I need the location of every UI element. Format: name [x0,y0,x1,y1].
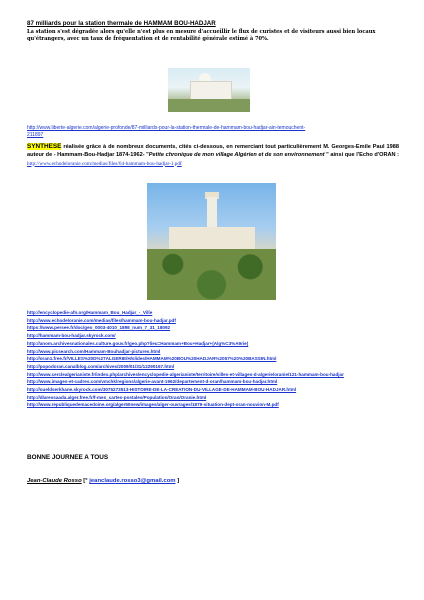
reference-link[interactable]: http://oran1.free.fr/VILLES%20D%27ALGERIE/H/slides/HAMMAM%20BOU%20HADJAR%2057%20%20BASSIN.html [27,356,277,362]
reference-link[interactable]: http://www.images-et-cadres.com/vmchk/regions/algerie-avant-1962/departement-d-oran/hammam-bou-hadjar.html [27,379,278,385]
synthese-paragraph [27,143,399,168]
signature-line [27,478,179,484]
photo-trees [147,249,276,300]
synthese-highlight: SYNTHESE [27,143,62,150]
article-intro: La station s'est dégradée alors qu'elle n'est plus en mesure d'accueillir le flux de curistes et de visiteurs aussi bien locaux qu'étrangers, avec un taux de fréquentation et de rentabilité générale estimé à 70%. [27,29,376,43]
author-email-link[interactable]: jeanclaude.rosso3@gmail.com [89,478,176,484]
echo-oran-link[interactable]: http://www.echodeloranie.com/medias/files/64-hammam-bou-hadjar-1.pdf [27,160,182,167]
photo-hall [169,227,255,249]
thermal-station-photo [168,68,250,112]
reference-link[interactable]: http://encyclopedie-afn.org/Hammam_Bou_Hadjar_-_Ville [27,310,153,315]
source-link-continued[interactable]: 211897 [27,132,44,138]
synthese-text-part1: réalisée grâce à de nombreux documents, cités ci-dessous, en remerciant tout particulièrement M. Georges-Emile Paul 1988 auteur de - Hammam-Bou-Hadjar 1874-1962- " [27,144,399,159]
reference-link[interactable]: http://hammam-bou-hadjar.skyrock.com/ [27,333,116,339]
reference-link[interactable]: http://popodoran.canalblog.com/archives/2009/01/31/12290167.html [27,363,175,369]
reference-link[interactable]: http://www.echodeloranie.com/medias/files/hammam-bou-hadjar.pdf [27,317,176,323]
reference-list [27,309,407,409]
author-name: Jean-Claude Rosso [27,478,82,484]
synthese-text-part2: " ainsi que l'Echo d'ORAN : [324,152,399,159]
reference-link[interactable]: http://www.picsearch.com/Hammam-Bouhadjar-pictures.html [27,348,161,354]
bracket-open: [° [81,478,90,484]
closing-greeting: BONNE JOURNEE A TOUS [27,454,109,461]
book-title: Petite chronique de mon village Algérien et de son environnement [148,152,325,159]
bracket-close: ] [175,478,180,484]
source-link[interactable]: http://www.liberte-algerie.com/algerie-profonde/87-milliards-pour-la-station-thermale-de-hammam-bou-hadjar-ain-temouchent- [27,125,306,131]
village-tower-photo [147,183,276,300]
reference-link[interactable]: http://www.republiquedemacedoine.org/alger50new/images/alger-ouvrages/1879-situation-dept-oran-nouvion-M.pdf [27,402,279,408]
reference-link[interactable]: http://www.cerclealgerianiste.fr/index.php/archives/encyclopedie-algerianiste/territoire/villes-et-villages-d-algerie/oranie/121-hammam-bou-hadjar [27,371,344,377]
reference-link[interactable]: http://dlaressaada.alger.free.fr/f-mes_cartes-postales/Population/Oran/Oranie.html [27,394,207,400]
photo-building [190,81,232,101]
reference-link[interactable]: https://www.persee.fr/doc/geo_0003-4010_1898_num_7_31_18092 [27,325,171,331]
article-title: 87 milliards pour la station thermale de HAMMAM BOU-HADJAR [27,20,216,27]
photo-lawn [168,99,250,112]
reference-link[interactable]: http://oueldserkhane.skyrock.com/3075273513-HISTOIRE-DE-LA-CREATION-DU-VILLAGE-DE-HAMMAM-BOU-HADJAR.html [27,387,297,393]
reference-link[interactable]: http://anom.archivesnationales.culture.gouv.fr/geo.php?lieu=Hammam+Bou+Hadjar+(Alg%C3%A9rie) [27,340,249,346]
